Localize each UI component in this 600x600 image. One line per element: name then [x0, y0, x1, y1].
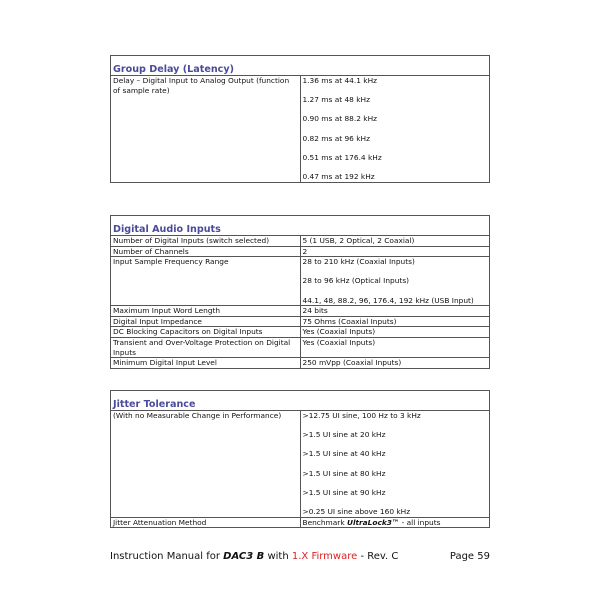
footer-prefix: Instruction Manual for — [110, 551, 224, 562]
jitter-tolerance-param: (With no Measurable Change in Performance) — [111, 411, 301, 518]
table-row — [111, 517, 490, 528]
jitter-header-row — [111, 391, 490, 411]
digital-inputs-title: Digital Audio Inputs — [111, 216, 490, 236]
delay-value-176k: 0.51 ms at 176.4 kHz — [302, 152, 382, 162]
digital-inputs-table — [110, 215, 490, 369]
delay-value-44k: 1.36 ms at 44.1 kHz — [302, 76, 378, 85]
num-inputs-param: Number of Digital Inputs (switch selected) — [111, 236, 301, 247]
jitter-table — [110, 390, 490, 528]
footer-with: with — [264, 551, 292, 562]
table-row — [111, 257, 490, 306]
table-row — [111, 316, 490, 327]
table-row — [111, 337, 490, 357]
group-delay-title: Group Delay (Latency) — [111, 56, 490, 76]
min-level-param: Minimum Digital Input Level — [111, 358, 301, 369]
footer-rev: - Rev. C — [357, 551, 399, 562]
sample-freq-optical: 28 to 96 kHz (Optical Inputs) — [302, 276, 410, 286]
ultralock-brand: UltraLock3™ — [346, 517, 400, 527]
table-row — [111, 327, 490, 338]
num-inputs-value: 5 (1 USB, 2 Optical, 2 Coaxial) — [300, 236, 490, 247]
footer-title — [110, 551, 398, 563]
jitter-value-40khz: >1.5 UI sine at 40 kHz — [302, 449, 386, 459]
delay-value-192k: 0.47 ms at 192 kHz — [302, 171, 375, 181]
sample-freq-coaxial: 28 to 210 kHz (Coaxial Inputs) — [302, 257, 415, 267]
group-delay-table — [110, 55, 490, 183]
table-row — [111, 246, 490, 257]
word-length-param: Maximum Input Word Length — [111, 306, 301, 317]
table-row — [111, 236, 490, 247]
digital-inputs-header-row — [111, 216, 490, 236]
jitter-value-100hz-3khz: >12.75 UI sine, 100 Hz to 3 kHz — [302, 411, 421, 420]
delay-value-96k: 0.82 ms at 96 kHz — [302, 133, 370, 143]
protection-value: Yes (Coaxial Inputs) — [300, 337, 490, 357]
table-row — [111, 306, 490, 317]
num-channels-param: Number of Channels — [111, 246, 301, 257]
jitter-value-80khz: >1.5 UI sine at 80 kHz — [302, 468, 386, 478]
sample-freq-values — [300, 257, 490, 306]
group-delay-header-row — [111, 56, 490, 76]
jitter-value-90khz: >1.5 UI sine at 90 kHz — [302, 487, 386, 497]
footer-product: DAC3 B — [223, 551, 265, 562]
num-channels-value: 2 — [300, 246, 490, 257]
min-level-value: 250 mVpp (Coaxial Inputs) — [300, 358, 490, 369]
impedance-value: 75 Ohms (Coaxial Inputs) — [300, 316, 490, 327]
attenuation-method-value — [300, 517, 490, 528]
protection-param: Transient and Over-Voltage Protection on Digital Inputs — [111, 337, 301, 357]
jitter-title: Jitter Tolerance — [111, 391, 490, 411]
sample-freq-usb: 44.1, 48, 88.2, 96, 176.4, 192 kHz (USB Input) — [302, 295, 474, 305]
delay-param: Delay – Digital Input to Analog Output (function of sample rate) — [111, 76, 301, 183]
attenuation-method-param: Jitter Attenuation Method — [111, 517, 301, 528]
page-number: Page 59 — [449, 551, 490, 562]
word-length-value: 24 bits — [300, 306, 490, 317]
jitter-tolerance-values — [300, 411, 490, 518]
impedance-param: Digital Input Impedance — [111, 316, 301, 327]
table-row — [111, 358, 490, 369]
dc-blocking-param: DC Blocking Capacitors on Digital Inputs — [111, 327, 301, 338]
delay-values — [300, 76, 490, 183]
attenuation-prefix: Benchmark — [302, 517, 347, 527]
jitter-value-20khz: >1.5 UI sine at 20 kHz — [302, 430, 386, 440]
attenuation-suffix: - all inputs — [399, 517, 441, 527]
footer-firmware: 1.X Firmware — [291, 551, 358, 562]
jitter-value-160khz: >0.25 UI sine above 160 kHz — [302, 506, 411, 516]
delay-value-88k: 0.90 ms at 88.2 kHz — [302, 114, 378, 124]
table-row — [111, 76, 490, 183]
delay-value-48k: 1.27 ms at 48 kHz — [302, 95, 370, 105]
table-row — [111, 411, 490, 518]
dc-blocking-value: Yes (Coaxial Inputs) — [300, 327, 490, 338]
sample-freq-param: Input Sample Frequency Range — [111, 257, 301, 306]
